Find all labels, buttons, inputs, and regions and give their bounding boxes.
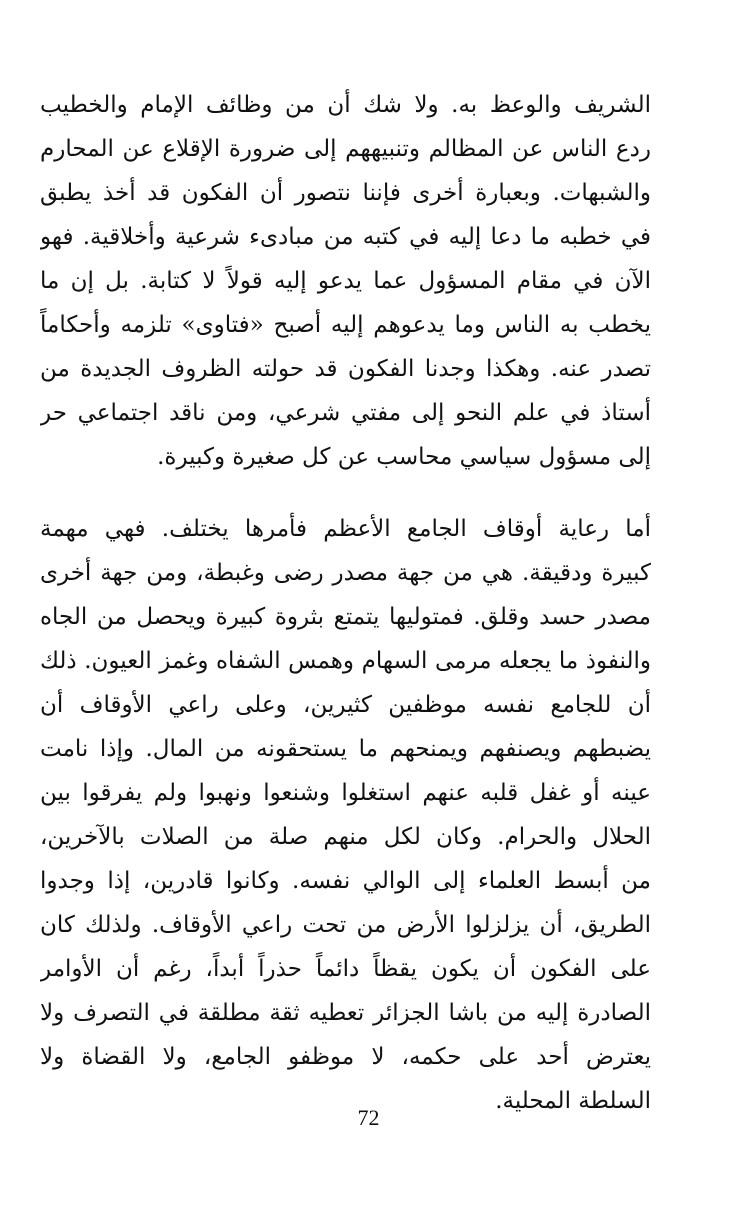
text-line: من أبسط العلماء إلى الوالي نفسه. وكانوا قادرين، إذا وجدوا bbox=[40, 868, 651, 894]
page-number: 72 bbox=[357, 1105, 380, 1130]
body-text bbox=[40, 83, 651, 1123]
paragraph-spacer bbox=[40, 479, 651, 507]
paragraph bbox=[40, 507, 651, 1123]
text-line: إلى مسؤول سياسي محاسب عن كل صغيرة وكبيرة. bbox=[157, 444, 651, 470]
text-line: الحلال والحرام. وكان لكل منهم صلة من الصلات بالآخرين، bbox=[40, 824, 651, 850]
text-line: أما رعاية أوقاف الجامع الأعظم فأمرها يختلف. فهي مهمة bbox=[40, 516, 651, 542]
text-line: أستاذ في علم النحو إلى مفتي شرعي، ومن ناقد اجتماعي حر bbox=[40, 400, 651, 426]
text-line: الآن في مقام المسؤول عما يدعو إليه قولاً لا كتابة. بل إن ما bbox=[40, 268, 651, 294]
text-line: والنفوذ ما يجعله مرمى السهام وهمس الشفاه وغمز العيون. ذلك bbox=[40, 648, 651, 674]
text-line: ردع الناس عن المظالم وتنبيههم إلى ضرورة الإقلاع عن المحارم bbox=[40, 136, 651, 162]
text-line: الطريق، أن يزلزلوا الأرض من تحت راعي الأوقاف. ولذلك كان bbox=[40, 912, 651, 938]
text-line: في خطبه ما دعا إليه في كتبه من مبادىء شرعية وأخلاقية. فهو bbox=[40, 224, 651, 250]
text-line: السلطة المحلية. bbox=[495, 1088, 651, 1114]
text-line: يضبطهم ويصنفهم ويمنحهم ما يستحقونه من المال. وإذا نامت bbox=[40, 736, 651, 762]
text-line: الصادرة إليه من باشا الجزائر تعطيه ثقة مطلقة في التصرف ولا bbox=[40, 1000, 651, 1026]
paragraph bbox=[40, 83, 651, 479]
text-line: الشريف والوعظ به. ولا شك أن من وظائف الإمام والخطيب bbox=[40, 92, 651, 118]
text-line: يعترض أحد على حكمه، لا موظفو الجامع، ولا القضاة ولا bbox=[40, 1044, 651, 1070]
text-line: كبيرة ودقيقة. هي من جهة مصدر رضى وغبطة، ومن جهة أخرى bbox=[40, 560, 651, 586]
text-line: يخطب به الناس وما يدعوهم إليه أصبح «فتاوى» تلزمه وأحكاماً bbox=[40, 312, 651, 338]
text-line: على الفكون أن يكون يقظاً دائماً حذراً أبداً، رغم أن الأوامر bbox=[40, 956, 651, 982]
text-line: أن للجامع نفسه موظفين كثيرين، وعلى راعي الأوقاف أن bbox=[40, 692, 651, 718]
text-line: مصدر حسد وقلق. فمتوليها يتمتع بثروة كبيرة ويحصل من الجاه bbox=[40, 604, 651, 630]
text-line: عينه أو غفل قلبه عنهم استغلوا وشنعوا ونهبوا ولم يفرقوا بين bbox=[40, 780, 651, 806]
text-line: والشبهات. وبعبارة أخرى فإننا نتصور أن الفكون قد أخذ يطبق bbox=[40, 180, 651, 206]
text-line: تصدر عنه. وهكذا وجدنا الفكون قد حولته الظروف الجديدة من bbox=[40, 356, 651, 382]
